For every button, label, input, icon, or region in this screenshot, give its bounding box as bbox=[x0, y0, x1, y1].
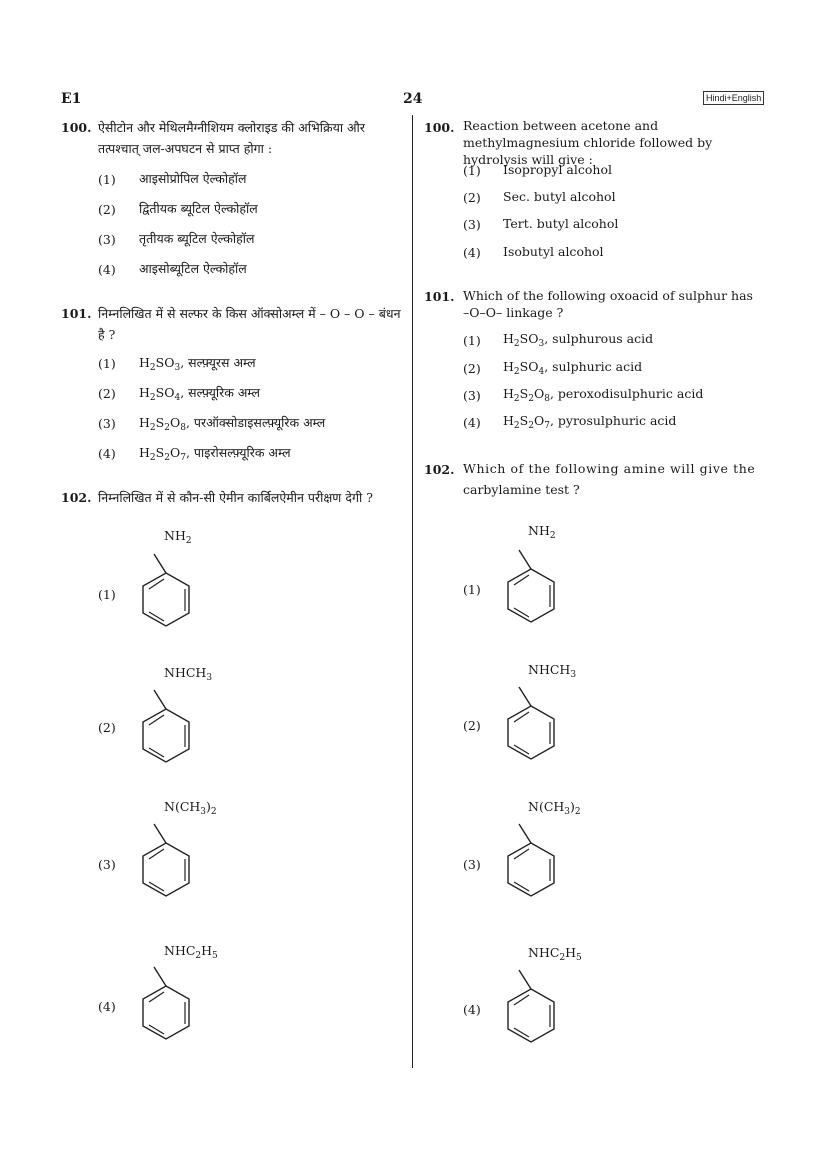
option-number: (1) bbox=[463, 163, 481, 178]
option-name: सल्फ़्यूरिक अम्ल bbox=[188, 385, 261, 400]
question-text: निम्नलिखित में से सल्फर के किस ऑक्सोअम्ल में – O – O – बंधन है ? bbox=[98, 306, 401, 342]
option-number: (4) bbox=[98, 999, 116, 1014]
option-name: सल्फ़्यूरस अम्ल bbox=[188, 355, 256, 370]
question-text: निम्नलिखित में से कौन-सी ऐमीन कार्बिलऐमीन परीक्षण देगी ? bbox=[98, 490, 373, 505]
option-text: $H_2SO_3$, सल्फ़्यूरस अम्ल bbox=[139, 355, 256, 373]
option-number: (2) bbox=[463, 361, 481, 376]
option-number: (3) bbox=[463, 217, 481, 232]
amine-label: $N(CH_3)_2$ bbox=[164, 799, 217, 817]
question-number: 102. bbox=[424, 462, 455, 477]
option-number: (1) bbox=[98, 172, 116, 187]
question-text: carbylamine test ? bbox=[463, 482, 580, 497]
option-text: Isopropyl alcohol bbox=[503, 162, 612, 177]
option-number: (1) bbox=[463, 582, 481, 597]
option-number: (2) bbox=[98, 720, 116, 735]
question-number: 102. bbox=[61, 490, 92, 505]
benzene-ring-icon bbox=[140, 840, 192, 900]
option-name: sulphurous acid bbox=[552, 331, 654, 346]
option-text: Isobutyl alcohol bbox=[503, 244, 604, 259]
option-text: $H_2S_2O_7$, pyrosulphuric acid bbox=[503, 413, 677, 431]
benzene-ring-icon bbox=[505, 703, 557, 763]
option-text: Sec. butyl alcohol bbox=[503, 189, 616, 204]
option-number: (4) bbox=[463, 245, 481, 260]
language-badge: Hindi+English bbox=[703, 91, 764, 105]
question-text: ऐसीटोन और मेथिलमैग्नीशियम क्लोराइड की अभिक्रिया और तत्पश्चात् जल-अपघटन से प्राप्त होगा : bbox=[98, 120, 365, 156]
option-name: pyrosulphuric acid bbox=[557, 413, 677, 428]
benzene-ring-icon bbox=[505, 566, 557, 626]
option-text: $H_2SO_4$, sulphuric acid bbox=[503, 359, 643, 377]
amine-label: $NHC_2H_5$ bbox=[164, 943, 218, 961]
option-text: $H_2S_2O_8$, परऑक्सोडाइसल्फ़्यूरिक अम्ल bbox=[139, 415, 326, 433]
option-number: (3) bbox=[463, 388, 481, 403]
option-number: (4) bbox=[98, 446, 116, 461]
option-number: (1) bbox=[98, 356, 116, 371]
question-number: 101. bbox=[61, 306, 92, 321]
option-name: पाइरोसल्फ़्यूरिक अम्ल bbox=[193, 445, 291, 460]
benzene-ring-icon bbox=[140, 983, 192, 1043]
option-number: (3) bbox=[463, 857, 481, 872]
option-text: आइसोप्रोपिल ऐल्कोहॉल bbox=[139, 171, 247, 186]
page-number: 24 bbox=[403, 91, 423, 107]
option-text: तृतीयक ब्यूटिल ऐल्कोहॉल bbox=[139, 231, 255, 246]
option-number: (2) bbox=[463, 190, 481, 205]
option-number: (4) bbox=[463, 1002, 481, 1017]
option-text: आइसोब्यूटिल ऐल्कोहॉल bbox=[139, 261, 247, 276]
question-text: Reaction between acetone and methylmagnesium chloride followed by hydrolysis will give : bbox=[463, 118, 713, 167]
benzene-ring-icon bbox=[140, 570, 192, 630]
amine-label: $NHC_2H_5$ bbox=[528, 945, 582, 963]
option-number: (2) bbox=[463, 718, 481, 733]
question-text: Which of the following amine will give the bbox=[463, 461, 756, 476]
question-number: 100. bbox=[424, 120, 455, 135]
question-text: –O–O– linkage ? bbox=[463, 305, 564, 320]
option-text: $H_2SO_4$, सल्फ़्यूरिक अम्ल bbox=[139, 385, 261, 403]
option-text: $H_2S_2O_7$, पाइरोसल्फ़्यूरिक अम्ल bbox=[139, 445, 291, 463]
question-number: 100. bbox=[61, 120, 92, 135]
option-text: द्वितीयक ब्यूटिल ऐल्कोहॉल bbox=[139, 201, 258, 216]
column-divider bbox=[412, 115, 413, 1068]
option-number: (4) bbox=[463, 415, 481, 430]
benzene-ring-icon bbox=[140, 706, 192, 766]
option-number: (4) bbox=[98, 262, 116, 277]
option-number: (2) bbox=[98, 202, 116, 217]
paper-code: E1 bbox=[61, 91, 82, 107]
option-number: (3) bbox=[98, 857, 116, 872]
question-number: 101. bbox=[424, 289, 455, 304]
benzene-ring-icon bbox=[505, 986, 557, 1046]
option-number: (2) bbox=[98, 386, 116, 401]
amine-label: $NH_2$ bbox=[528, 523, 556, 541]
amine-label: $N(CH_3)_2$ bbox=[528, 799, 581, 817]
option-name: peroxodisulphuric acid bbox=[557, 386, 704, 401]
option-text: $H_2S_2O_8$, peroxodisulphuric acid bbox=[503, 386, 704, 404]
option-number: (3) bbox=[98, 416, 116, 431]
option-number: (1) bbox=[463, 333, 481, 348]
amine-label: $NHCH_3$ bbox=[528, 662, 577, 680]
option-number: (1) bbox=[98, 587, 116, 602]
benzene-ring-icon bbox=[505, 840, 557, 900]
question-text: Which of the following oxoacid of sulphur has bbox=[463, 288, 753, 303]
amine-label: $NH_2$ bbox=[164, 528, 192, 546]
option-text: Tert. butyl alcohol bbox=[503, 216, 619, 231]
option-name: sulphuric acid bbox=[552, 359, 643, 374]
option-text: $H_2SO_3$, sulphurous acid bbox=[503, 331, 654, 349]
option-number: (3) bbox=[98, 232, 116, 247]
option-name: परऑक्सोडाइसल्फ़्यूरिक अम्ल bbox=[193, 415, 326, 430]
amine-label: $NHCH_3$ bbox=[164, 665, 213, 683]
